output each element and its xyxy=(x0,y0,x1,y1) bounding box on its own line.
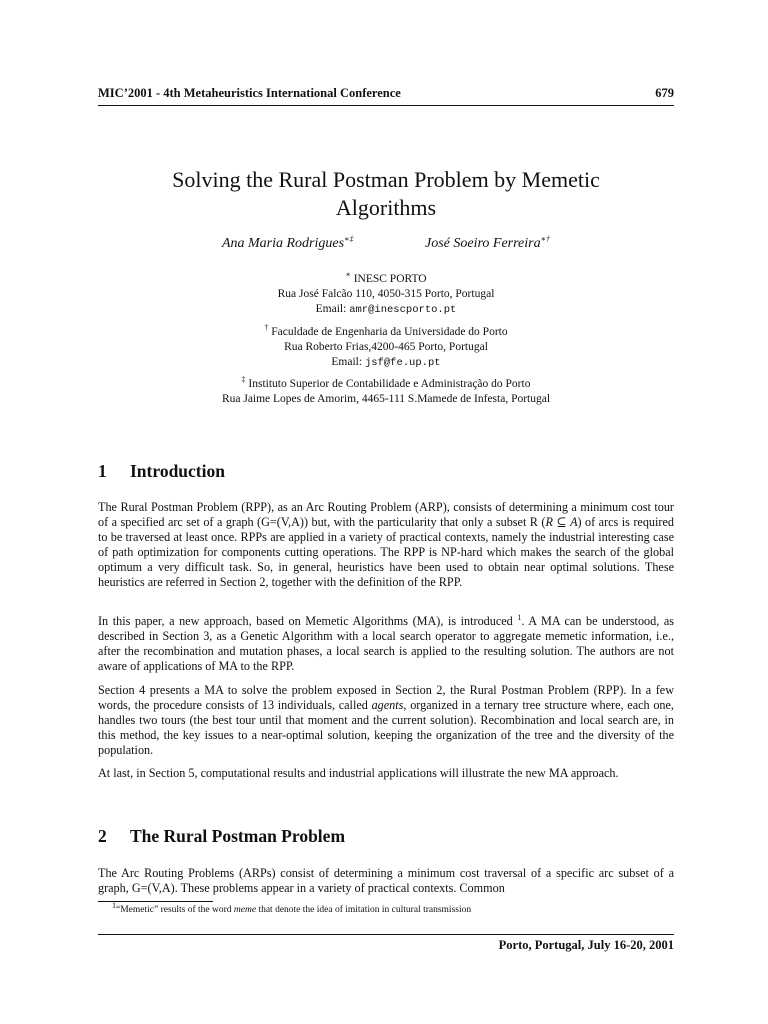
affiliation-2-mark: † xyxy=(264,323,269,333)
affiliation-1-mark: ∗ xyxy=(345,270,351,280)
paper-title xyxy=(98,166,674,222)
affiliation-3-line-1: Instituto Superior de Contabilidade e Administração do Porto xyxy=(248,378,531,390)
running-header xyxy=(98,85,674,106)
author-1: Ana Maria Rodrigues∗‡ xyxy=(221,234,354,251)
affiliation-2 xyxy=(98,325,674,371)
affiliation-2-line-1: Faculdade de Engenharia da Universidade do Porto xyxy=(271,326,508,338)
section-2-paragraph-1: The Arc Routing Problems (ARPs) consist of determining a minimum cost traversal of a specific arc subset of a graph, G=(V,A). These problems appear in a variety of practical contexts. Common xyxy=(98,866,674,896)
affiliation-2-email[interactable]: jsf@fe.up.pt xyxy=(364,357,441,369)
footer-venue: Porto, Portugal, July 16-20, 2001 xyxy=(498,938,674,952)
affiliation-1-line-1: INESC PORTO xyxy=(353,273,427,285)
affiliation-2-email-label: Email: xyxy=(331,356,363,368)
section-1-paragraph-4: At last, in Section 5, computational results and industrial applications will illustrate the new MA approach. xyxy=(98,766,619,780)
footer-rule xyxy=(98,934,674,935)
section-1-number: 1 xyxy=(98,461,107,481)
footnote: $^1$“Memetic” results of the word meme that denote the idea of imitation in cultural transmission xyxy=(112,900,472,915)
affiliation-1 xyxy=(98,272,674,318)
affiliation-3 xyxy=(98,377,674,407)
title-line-2: Algorithms xyxy=(335,195,437,220)
section-2-title: The Rural Postman Problem xyxy=(130,826,346,846)
section-1-title: Introduction xyxy=(130,461,225,481)
section-2-number: 2 xyxy=(98,826,107,846)
title-line-1: Solving the Rural Postman Problem by Memetic xyxy=(172,167,600,192)
affiliation-1-email-label: Email: xyxy=(315,303,347,315)
section-1-paragraph-1: The Rural Postman Problem (RPP), as an Arc Routing Problem (ARP), consists of determining a minimum cost tour of a specified arc set of a graph (G=(V,A)) but, with the particularity that only a subset R (R ⊆ A) of arcs is required to be traversed at least once. RPPs are applied in a variety of practical contexts, namely the industrial interesting case of path optimization for components cutting operations. The RPP is NP-hard which makes the search of the global optimum a very difficult task. So, in general, heuristics have been used to obtain near optimal solutions. These heuristics are referred in Section 2, together with the definition of the RPP. xyxy=(98,500,674,590)
author-2: José Soeiro Ferreira∗† xyxy=(425,234,551,251)
affiliation-2-line-2: Rua Roberto Frias,4200-465 Porto, Portugal xyxy=(284,341,488,353)
affiliation-3-line-2: Rua Jaime Lopes de Amorim, 4465-111 S.Mamede de Infesta, Portugal xyxy=(221,393,551,405)
conference-name: MIC’2001 - 4th Metaheuristics International Conference xyxy=(98,86,401,100)
affiliation-1-email[interactable]: amr@inescporto.pt xyxy=(349,304,457,316)
section-2-heading xyxy=(98,826,345,847)
affiliation-1-line-2: Rua José Falcão 110, 4050-315 Porto, Portugal xyxy=(277,288,495,300)
section-1-heading xyxy=(98,461,225,482)
affiliation-3-mark: ‡ xyxy=(241,375,246,385)
section-1-paragraph-3: Section 4 presents a MA to solve the problem exposed in Section 2, the Rural Postman Problem (RPP). In a few words, the procedure consists of 13 individuals, called agents, organized in a ternary tree structure where, each one, handles two tours (the best tour until that moment and the current solution). Recombination and local search are, in this method, the key issues to a near-optimal solution, keeping the organization of the tree and the diversity of the population. xyxy=(98,683,674,758)
page-number: 679 xyxy=(655,86,674,100)
author-1-marks: ∗‡ xyxy=(344,234,354,244)
author-2-marks: ∗† xyxy=(540,234,551,244)
section-1-paragraph-2: In this paper, a new approach, based on Memetic Algorithms (MA), is introduced $^1$. A MA can be understood, as described in Section 3, as a Genetic Algorithm with a local search operator to aggregate memetic information, i.e., after the recombination and mutation phases, a local search is applied to the resulting solution. The authors are not aware of applications of MA to the RPP. xyxy=(98,612,674,674)
author-list xyxy=(98,236,674,252)
